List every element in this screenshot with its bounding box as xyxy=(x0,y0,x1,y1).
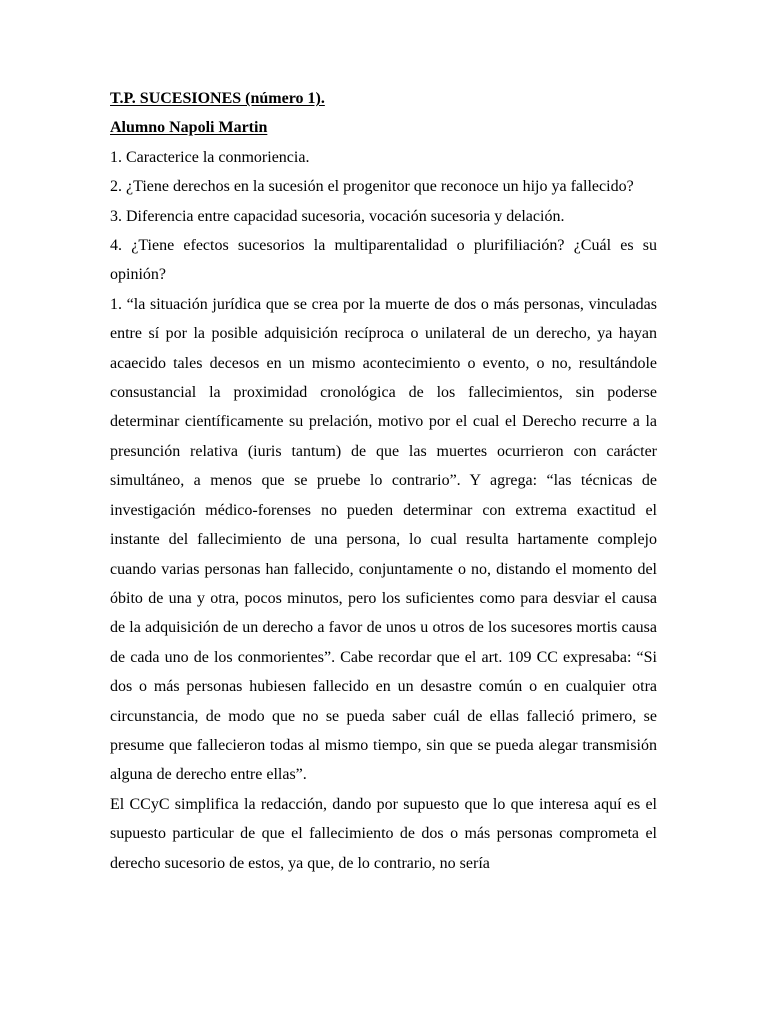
question-1: 1. Caracterice la conmoriencia. xyxy=(110,148,310,166)
student-name: Alumno Napoli Martin xyxy=(110,119,268,137)
document-title: T.P. SUCESIONES (número 1). xyxy=(110,90,325,107)
question-2: 2. ¿Tiene derechos en la sucesión el progenitor que reconoce un hijo ya fallecido? xyxy=(110,178,634,196)
answer-paragraph-1: 1. “la situación jurídica que se crea por la muerte de dos o más personas, vinculadas entre sí por la posible adquisición recíproca o unilateral de un derecho, ya hayan acaecido tales decesos en un mismo acontecimiento o evento, o no, resultándole consustancial la proximidad cronológica de los fallecimientos, sin poderse determinar científicamente su prelación, motivo por el cual el Derecho recurre a la presunción relativa (iuris tantum) de que las muertes ocurrieron con carácter simultáneo, a menos que se pruebe lo contrario”. Y agrega: “las técnicas de investigación médico-forenses no pueden determinar con extrema exactitud el instante del fallecimiento de una persona, lo cual resulta hartamente complejo cuando varias personas han fallecido, conjuntamente o no, distando el momento del óbito de una y otra, pocos minutos, pero los suficientes como para desviar el causa de la adquisición de un derecho a favor de unos u otros de los sucesores mortis causa de cada uno de los conmorientes”. Cabe recordar que el art. 109 CC expresaba: “Si dos o más personas hubiesen fallecido en un desastre común o en cualquier otra circunstancia, de modo que no se pueda saber cuál de ellas falleció primero, se presume que fallecieron todas al mismo tiempo, sin que se pueda alegar transmisión alguna de derecho entre ellas”. xyxy=(110,295,657,784)
answer-paragraph-2: El CCyC simplifica la redacción, dando por supuesto que lo que interesa aquí es el supuesto particular de que el fallecimiento de dos o más personas comprometa el derecho sucesorio de estos, ya que, de lo contrario, no sería xyxy=(110,795,657,872)
question-3: 3. Diferencia entre capacidad sucesoria, vocación sucesoria y delación. xyxy=(110,207,565,225)
document-page xyxy=(110,84,657,878)
question-4: 4. ¿Tiene efectos sucesorios la multiparentalidad o plurifiliación? ¿Cuál es su opinión? xyxy=(110,237,657,284)
